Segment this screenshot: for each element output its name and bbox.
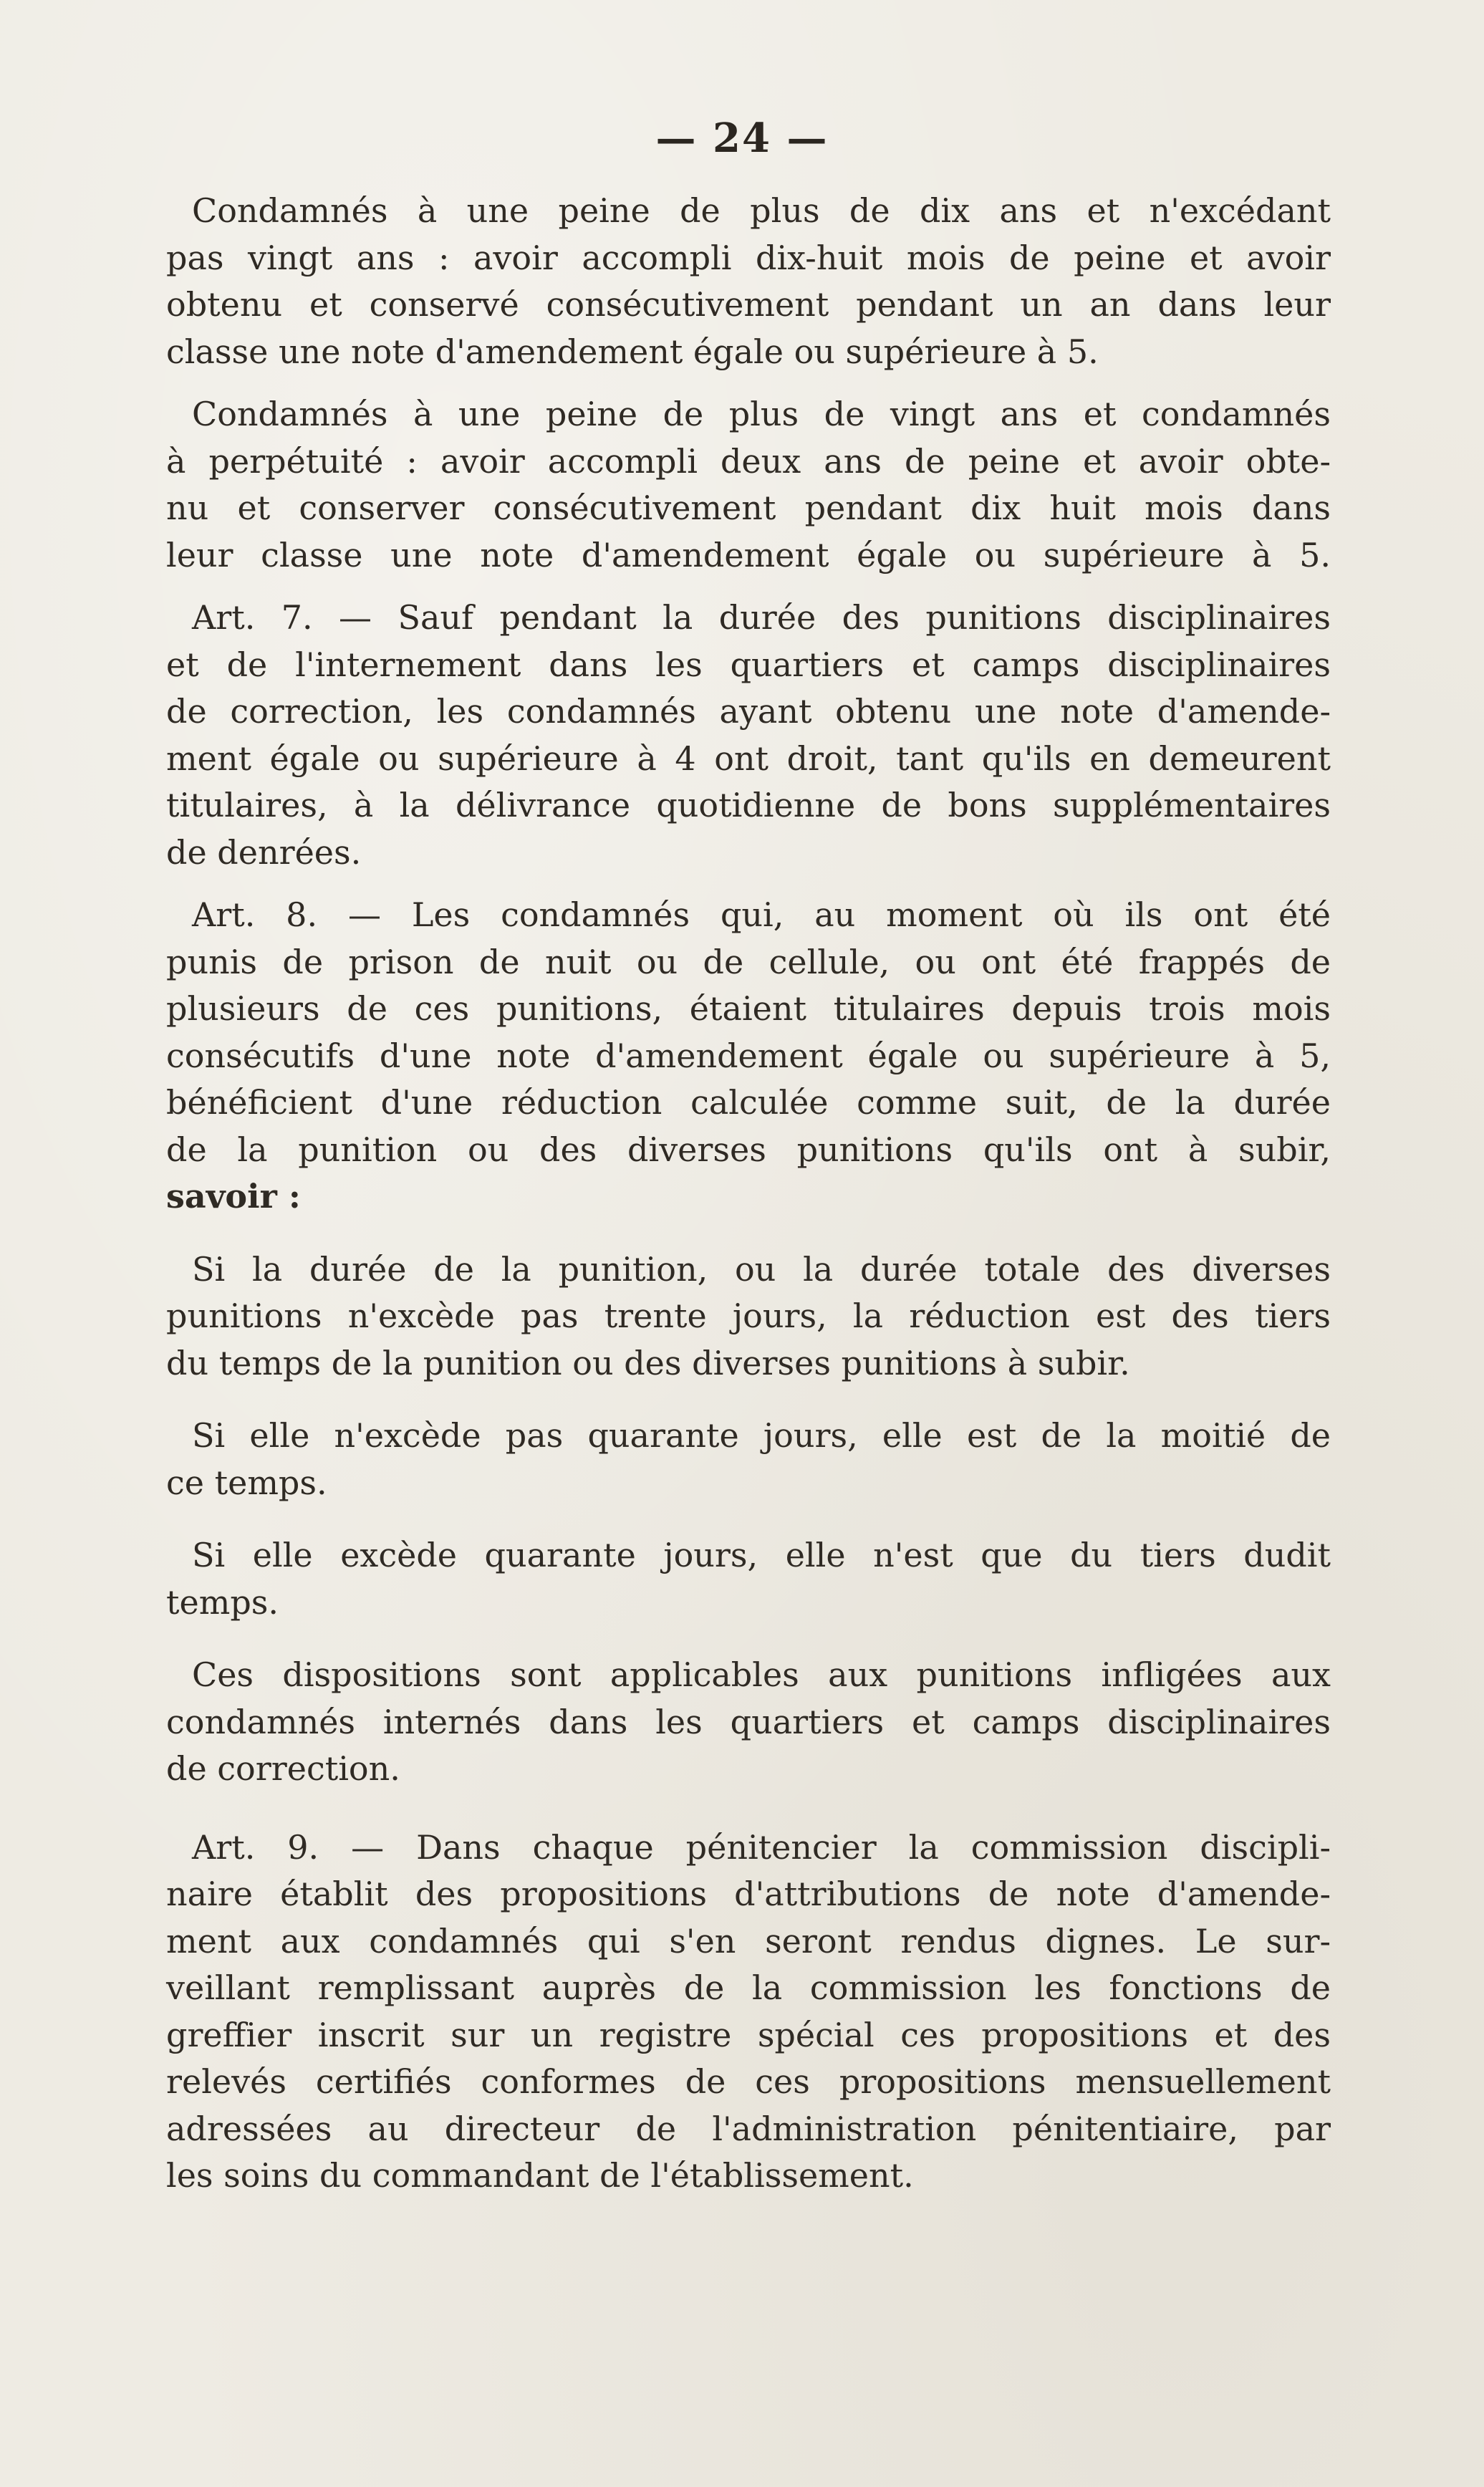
text-line: Condamnés à une peine de plus de dix ans et n'excédant — [192, 191, 1331, 230]
text-line: Ces dispositions sont applicables aux punitions infligées aux — [192, 1655, 1331, 1694]
text-line: ment égale ou supérieure à 4 ont droit, tant qu'ils en demeurent — [166, 739, 1331, 778]
text-line: relevés certifiés conformes de ces propositions mensuellement — [166, 2062, 1331, 2101]
paragraph-article-9 — [166, 1824, 1331, 2200]
text-line: nu et conserver consécutivement pendant dix huit mois dans — [166, 489, 1331, 527]
text-line: condamnés internés dans les quartiers et camps disciplinaires — [166, 1702, 1331, 1741]
paragraph-reduction-quarante-jours — [166, 1413, 1331, 1506]
text-line: titulaires, à la délivrance quotidienne de bons supplémentaires — [166, 786, 1331, 824]
text-line: temps. — [166, 1582, 279, 1622]
text-line: naire établit des propositions d'attributions de note d'amende- — [166, 1875, 1331, 1913]
text-line: punis de prison de nuit ou de cellule, ou ont été frappés de — [166, 942, 1331, 981]
text-line: et de l'internement dans les quartiers et camps disciplinaires — [166, 645, 1331, 684]
paragraph-dispositions-applicables — [166, 1652, 1331, 1793]
text-line: Art. 9. — Dans chaque pénitencier la commission discipli- — [192, 1827, 1331, 1867]
text-line: Si elle excède quarante jours, elle n'est que du tiers dudit — [192, 1536, 1331, 1574]
text-line: veillant remplissant auprès de la commission les fonctions de — [166, 1968, 1331, 2007]
text-line: Art. 7. — Sauf pendant la durée des punitions disciplinaires — [192, 598, 1331, 637]
body-text — [166, 188, 1331, 2200]
text-line: de correction, les condamnés ayant obtenu une note d'amende- — [166, 692, 1331, 731]
text-line: adressées au directeur de l'administration pénitentiaire, par — [166, 2109, 1331, 2148]
text-line: à perpétuité : avoir accompli deux ans de peine et avoir obte- — [166, 441, 1331, 481]
text-line: Condamnés à une peine de plus de vingt ans et condamnés — [192, 395, 1331, 433]
text-line: du temps de la punition ou des diverses punitions à subir. — [166, 1343, 1130, 1382]
text-line: plusieurs de ces punitions, étaient titulaires depuis trois mois — [166, 989, 1331, 1028]
text-line: savoir : — [166, 1177, 301, 1216]
paragraph-condamnes-dix-vingt-ans — [166, 188, 1331, 375]
paragraph-condamnes-perpetuite — [166, 391, 1331, 579]
paragraph-reduction-plus-quarante-jours — [166, 1532, 1331, 1626]
text-line: de denrées. — [166, 832, 362, 872]
text-line: leur classe une note d'amendement égale ou supérieure à 5. — [166, 535, 1331, 574]
text-line: consécutifs d'une note d'amendement égale ou supérieure à 5, — [166, 1036, 1331, 1075]
text-line: Si la durée de la punition, ou la durée totale des diverses — [192, 1249, 1331, 1289]
text-line: de la punition ou des diverses punitions qu'ils ont à subir, — [166, 1130, 1331, 1169]
text-line: ment aux condamnés qui s'en seront rendus dignes. Le sur- — [166, 1921, 1331, 1961]
text-line: Art. 8. — Les condamnés qui, au moment où ils ont été — [192, 895, 1331, 934]
text-line: obtenu et conservé consécutivement pendant un an dans leur — [166, 285, 1331, 324]
text-line: greffier inscrit sur un registre spécial ces propositions et des — [166, 2015, 1331, 2054]
text-line: ce temps. — [166, 1463, 327, 1502]
text-line: classe une note d'amendement égale ou supérieure à 5. — [166, 332, 1099, 371]
paragraph-reduction-trente-jours — [166, 1246, 1331, 1387]
text-line: bénéficient d'une réduction calculée comme suit, de la durée — [166, 1083, 1331, 1122]
text-line: de correction. — [166, 1749, 400, 1788]
text-line: punitions n'excède pas trente jours, la réduction est des tiers — [166, 1297, 1331, 1335]
paragraph-article-8 — [166, 892, 1331, 1221]
text-line: les soins du commandant de l'établissement. — [166, 2156, 914, 2195]
text-line: Si elle n'excède pas quarante jours, elle est de la moitié de — [192, 1416, 1331, 1455]
page-number: — 24 — — [655, 115, 829, 162]
text-line: pas vingt ans : avoir accompli dix-huit mois de peine et avoir — [166, 238, 1331, 277]
paragraph-article-7 — [166, 595, 1331, 876]
